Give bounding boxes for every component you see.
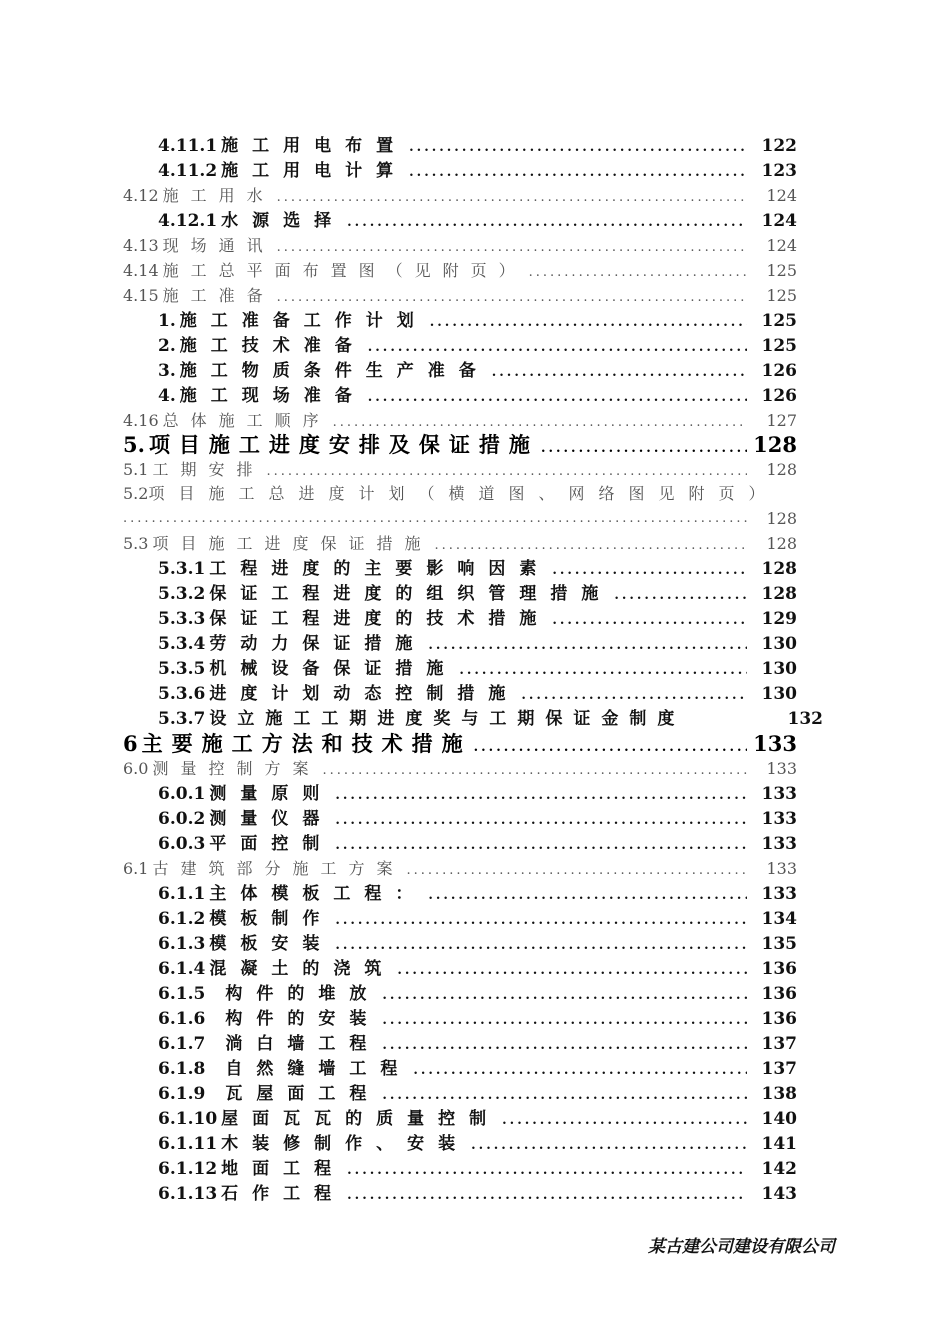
toc-entry[interactable]: [158, 160, 797, 182]
entry-title: 主体模板工程：: [209, 884, 427, 904]
entry-title: 瓦屋面工程: [225, 1084, 381, 1104]
entry-title: 地面工程: [221, 1159, 346, 1179]
leader-dots: [459, 660, 747, 682]
toc-entry[interactable]: [123, 185, 797, 207]
entry-number: 4.12: [123, 186, 159, 205]
toc-entry[interactable]: [158, 608, 797, 630]
leader-dots: [277, 187, 747, 209]
leader-dots: [552, 560, 747, 582]
entry-page: 125: [766, 261, 797, 280]
toc-chapter[interactable]: [123, 730, 797, 758]
leader-dots: [335, 910, 747, 932]
entry-page: 133: [761, 784, 797, 804]
entry-title: 模板安装: [209, 934, 334, 954]
entry-page: 135: [761, 934, 797, 954]
entry-title: 淌白墙工程: [225, 1034, 381, 1054]
entry-page: 140: [761, 1109, 797, 1129]
leader-dots: [521, 685, 747, 707]
entry-page: 130: [761, 684, 797, 704]
entry-title: 机械设备保证措施: [209, 659, 458, 679]
entry-title: 施工用电计算: [221, 161, 408, 181]
leader-dots: [529, 262, 747, 284]
entry-number: 6.1.1: [158, 884, 206, 904]
entry-title: 施工准备: [162, 286, 275, 305]
entry-title: 项目施工进度保证措施: [152, 534, 433, 553]
entry-number: 6.1.7: [158, 1034, 206, 1054]
entry-number: 6: [123, 731, 138, 756]
leader-dots: [409, 137, 747, 159]
entry-page: 136: [761, 984, 797, 1004]
entry-number: 5.3.3: [158, 609, 206, 629]
leader-dots: [471, 1135, 747, 1157]
toc-entry[interactable]: [158, 708, 823, 730]
entry-number: 4.13: [123, 236, 159, 255]
entry-page: 128: [761, 584, 797, 604]
leader-dots: [266, 461, 747, 483]
toc-entry[interactable]: [123, 410, 797, 432]
leader-dots: [413, 1060, 747, 1082]
entry-title: 施工技术准备: [179, 336, 366, 356]
entry-page: 132: [787, 709, 823, 729]
toc-entry[interactable]: [158, 683, 797, 705]
entry-title: 施工现场准备: [179, 386, 366, 406]
toc-entry[interactable]: [158, 883, 797, 905]
entry-title: 施工总平面布置图（见附页）: [162, 261, 527, 280]
entry-title: 保证工程进度的技术措施: [209, 609, 551, 629]
leader-dots: [335, 935, 747, 957]
entry-title: 工期安排: [152, 460, 265, 479]
toc-entry[interactable]: [158, 658, 797, 680]
entry-title: 设立施工工期进度奖与工期保证金制度: [209, 709, 686, 729]
toc-chapter[interactable]: [123, 431, 797, 459]
toc-entry[interactable]: [158, 958, 797, 980]
entry-title: 施工用水: [162, 186, 275, 205]
entry-page: 123: [761, 161, 797, 181]
leader-dots: [382, 1010, 747, 1032]
entry-number: 5.2: [123, 484, 149, 503]
toc-entry-wrapped[interactable]: [123, 483, 843, 505]
entry-number: 6.1.13: [158, 1184, 218, 1204]
toc-entry[interactable]: [158, 1158, 797, 1180]
entry-page: 128: [766, 509, 797, 528]
leader-dots: [347, 1160, 747, 1182]
entry-title: 混凝土的浇筑: [209, 959, 396, 979]
entry-title: 施工用电布置: [221, 136, 408, 156]
entry-page: 133: [753, 731, 797, 756]
entry-title: 测量仪器: [209, 809, 334, 829]
entry-title: 施工准备工作计划: [179, 311, 428, 331]
leader-dots: [614, 585, 747, 607]
entry-number: 6.1.2: [158, 909, 206, 929]
toc-entry[interactable]: [158, 135, 797, 157]
entry-page: 130: [761, 659, 797, 679]
entry-number: 6.1.12: [158, 1159, 218, 1179]
leader-dots: [430, 312, 747, 334]
entry-title: 木装修制作、安装: [221, 1134, 470, 1154]
leader-dots: [409, 162, 747, 184]
toc-entry[interactable]: [158, 385, 797, 407]
entry-number: 6.1.9: [158, 1084, 206, 1104]
entry-title: 主要施工方法和技术措施: [141, 731, 472, 756]
leader-dots: [406, 860, 747, 882]
entry-number: 6.1.8: [158, 1059, 206, 1079]
entry-title: 构件的堆放: [225, 984, 381, 1004]
entry-title: 平面控制: [209, 834, 334, 854]
leader-dots: [368, 387, 747, 409]
entry-title: 现场通讯: [162, 236, 275, 255]
toc-entry[interactable]: [123, 758, 797, 780]
entry-page: 124: [766, 236, 797, 255]
entry-number: 4.11.1: [158, 136, 218, 156]
toc-entry[interactable]: [123, 285, 797, 307]
entry-number: 4.14: [123, 261, 159, 280]
entry-page: 124: [766, 186, 797, 205]
leader-dots: [322, 760, 747, 782]
leader-dots: [552, 610, 747, 632]
entry-number: 4.15: [123, 286, 159, 305]
entry-title: 施工物质条件生产准备: [179, 361, 490, 381]
toc-entry[interactable]: [158, 1133, 797, 1155]
entry-title: 项目施工总进度计划（横道图、网络图见附页）: [148, 484, 779, 503]
entry-page: 133: [761, 809, 797, 829]
toc-entry[interactable]: [158, 1183, 797, 1205]
toc-entry[interactable]: [158, 808, 797, 830]
entry-page: 129: [761, 609, 797, 629]
entry-number: 3.: [158, 361, 176, 381]
entry-number: 5.3.1: [158, 559, 206, 579]
entry-page: 134: [761, 909, 797, 929]
entry-page: 133: [761, 884, 797, 904]
entry-page: 124: [761, 211, 797, 231]
entry-number: 6.0.1: [158, 784, 206, 804]
entry-title: 劳动力保证措施: [209, 634, 427, 654]
entry-number: 4.: [158, 386, 176, 406]
entry-number: 5.3.6: [158, 684, 206, 704]
leader-dots: [428, 885, 747, 907]
entry-number: 6.1.11: [158, 1134, 218, 1154]
entry-title: 水源选择: [221, 211, 346, 231]
entry-page: 128: [766, 534, 797, 553]
toc-entry[interactable]: [158, 1008, 797, 1030]
entry-page: 141: [761, 1134, 797, 1154]
leader-dots: [434, 535, 747, 557]
entry-page: 127: [766, 411, 797, 430]
leader-dots: [347, 1185, 747, 1207]
leader-dots: [382, 985, 747, 1007]
toc-entry[interactable]: [158, 583, 797, 605]
toc-entry[interactable]: [158, 1033, 797, 1055]
toc-entry[interactable]: [158, 310, 797, 332]
leader-dots: [428, 635, 747, 657]
leader-dots: [335, 810, 747, 832]
entry-title: 模板制作: [209, 909, 334, 929]
entry-number: 5.3.2: [158, 584, 206, 604]
entry-page: 125: [761, 311, 797, 331]
toc-entry[interactable]: [158, 833, 797, 855]
entry-page: 125: [766, 286, 797, 305]
entry-title: 测量原则: [209, 784, 334, 804]
entry-page: 136: [761, 1009, 797, 1029]
leader-dots: [277, 237, 747, 259]
toc-entry[interactable]: [158, 983, 797, 1005]
entry-title: 自然缝墙工程: [225, 1059, 412, 1079]
entry-page: 125: [761, 336, 797, 356]
entry-title: 保证工程进度的组织管理措施: [209, 584, 613, 604]
entry-title: 项目施工进度安排及保证措施: [148, 432, 539, 457]
toc-entry[interactable]: [158, 1058, 797, 1080]
entry-page: 133: [766, 859, 797, 878]
toc-entry[interactable]: [158, 783, 797, 805]
toc-entry[interactable]: [158, 558, 797, 580]
entry-number: 5.3.4: [158, 634, 206, 654]
toc-entry[interactable]: [158, 210, 797, 232]
entry-number: 6.1.6: [158, 1009, 206, 1029]
entry-number: 4.16: [123, 411, 159, 430]
toc-entry[interactable]: [123, 459, 797, 481]
toc-entry[interactable]: [158, 335, 797, 357]
entry-page: 126: [761, 386, 797, 406]
entry-page: 136: [761, 959, 797, 979]
entry-number: 6.0.3: [158, 834, 206, 854]
entry-number: 5.: [123, 432, 145, 457]
toc-entry[interactable]: [158, 1083, 797, 1105]
entry-page: 133: [761, 834, 797, 854]
entry-page: 138: [761, 1084, 797, 1104]
toc-entry[interactable]: [158, 908, 797, 930]
entry-number: 6.1.3: [158, 934, 206, 954]
toc-entry[interactable]: [158, 1108, 797, 1130]
toc-entry[interactable]: [123, 533, 797, 555]
entry-page: 137: [761, 1034, 797, 1054]
entry-number: 6.1.5: [158, 984, 206, 1004]
toc-entry[interactable]: [158, 633, 797, 655]
entry-page: 122: [761, 136, 797, 156]
leader-dots: [123, 508, 749, 530]
leader-dots: [502, 1110, 747, 1132]
company-footer: 某古建公司建设有限公司: [648, 1237, 835, 1257]
entry-number: 5.3.7: [158, 709, 206, 729]
entry-number: 6.1.4: [158, 959, 206, 979]
entry-number: 6.1.10: [158, 1109, 218, 1129]
toc-entry[interactable]: [123, 260, 797, 282]
leader-dots: [277, 287, 747, 309]
entry-page: 133: [766, 759, 797, 778]
toc-entry[interactable]: [123, 235, 797, 257]
leader-dots: [335, 785, 747, 807]
toc-entry-wrapped-continuation: [123, 508, 797, 530]
entry-number: 1.: [158, 311, 176, 331]
entry-number: 2.: [158, 336, 176, 356]
entry-page: 130: [761, 634, 797, 654]
leader-dots: [368, 337, 747, 359]
toc-entry[interactable]: [158, 360, 797, 382]
entry-page: 126: [761, 361, 797, 381]
entry-number: 6.0.2: [158, 809, 206, 829]
entry-page: 128: [761, 559, 797, 579]
entry-page: 128: [766, 460, 797, 479]
entry-page: 137: [761, 1059, 797, 1079]
entry-number: 5.3: [123, 534, 149, 553]
entry-title: 工程进度的主要影响因素: [209, 559, 551, 579]
entry-title: 进度计划动态控制措施: [209, 684, 520, 704]
entry-title: 古建筑部分施工方案: [152, 859, 405, 878]
leader-dots: [347, 212, 747, 234]
entry-title: 构件的安装: [225, 1009, 381, 1029]
toc-entry[interactable]: [158, 933, 797, 955]
entry-title: 石作工程: [221, 1184, 346, 1204]
entry-title: 屋面瓦瓦的质量控制: [221, 1109, 501, 1129]
entry-page: 142: [761, 1159, 797, 1179]
toc-entry[interactable]: [123, 858, 797, 880]
entry-title: 总体施工顺序: [162, 411, 331, 430]
entry-page: 143: [761, 1184, 797, 1204]
leader-dots: [382, 1035, 747, 1057]
leader-dots: [335, 835, 747, 857]
leader-dots: [492, 362, 747, 384]
entry-number: 6.1: [123, 859, 149, 878]
leader-dots: [397, 960, 747, 982]
entry-number: 5.3.5: [158, 659, 206, 679]
leader-dots: [382, 1085, 747, 1107]
entry-number: 4.12.1: [158, 211, 218, 231]
entry-number: 6.0: [123, 759, 149, 778]
entry-title: 测量控制方案: [152, 759, 321, 778]
entry-page: 128: [753, 432, 797, 457]
entry-number: 4.11.2: [158, 161, 218, 181]
entry-number: 5.1: [123, 460, 149, 479]
